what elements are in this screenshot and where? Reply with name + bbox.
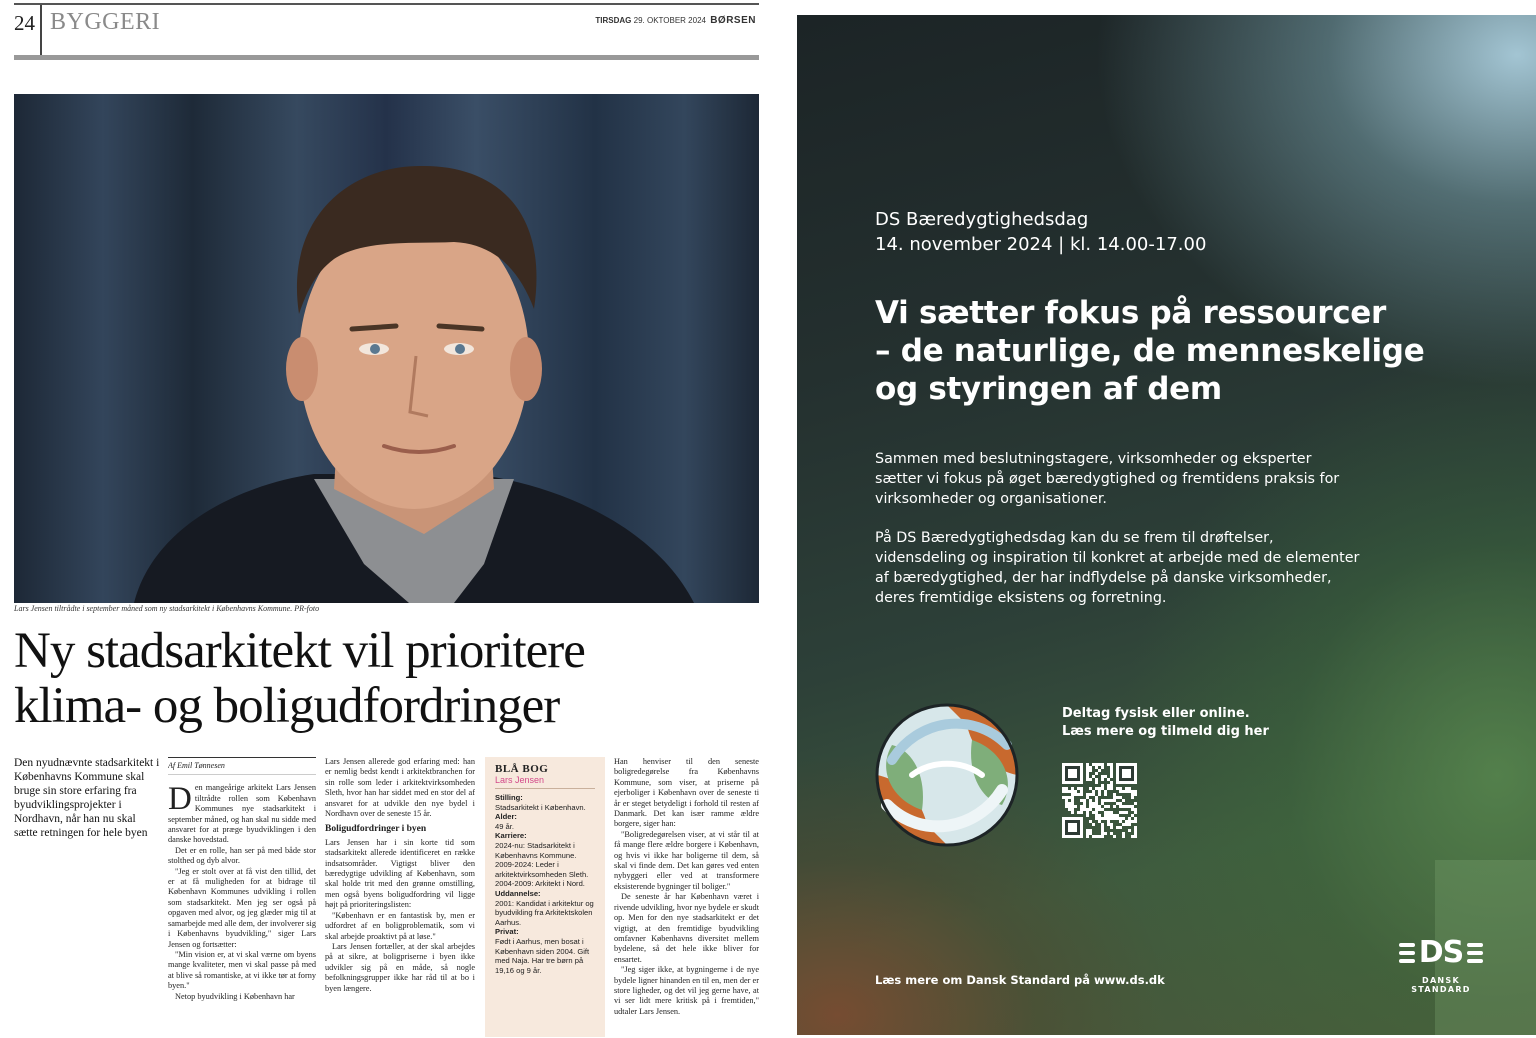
article-paragraph: De seneste år har København været i rivende udvikling, hvor nye bydele er skudt op. Men for den nye stadsarkitekt er det vigtigt, at den fremtidige byudvikling omfavner Københavns diversitet mellem bydelene, så det hele ikke bliver for ensartet. — [614, 892, 759, 964]
bla-bog-text: Født i Aarhus, men bosat i København siden 2004. Gift med Naja. Har tre børn på 19,16 og 9 år. — [495, 936, 590, 975]
wave-icon — [1467, 943, 1483, 963]
ds-mark — [1391, 935, 1491, 971]
cta-line: Deltag fysisk eller online. — [1062, 706, 1250, 721]
bla-bog-text: 2024-nu: Stadsarkitekt i Københavns Kommune. 2009-2024: Leder i arkitektvirksomheden Sleth. 2004-2009: Arkitekt i Nord. — [495, 840, 589, 889]
ad-line: vidensdeling og inspiration til konkret at arbejde med de elementer — [875, 550, 1360, 566]
ad-line: deres fremtidige eksistens og forretning. — [875, 590, 1167, 606]
article-paragraph: Netop byudvikling i København har — [175, 991, 295, 1001]
ad-paragraph — [875, 528, 1359, 608]
article-paragraph: "København er en fantastisk by, men er udfordret af en boligproblematik, som vi skal arbejde proaktivt på at løse." — [325, 910, 475, 941]
article-paragraph: Lars Jensen allerede god erfaring med: han er nemlig bedst kendt i arkitektbranchen for sin rolle som leder i arkitektvirksomheden Sleth, hvor han har siddet med en stor del af ansvaret for at udvikle den nye bydel i Nordhavn over de seneste 15 år. — [325, 757, 475, 819]
portrait-illustration — [14, 94, 759, 603]
article-paragraph: "Min vision er, at vi skal værne om byens mange kvaliteter, men vi skal passe på med at blive så romantiske, at vi ikke tør at forny byen." — [168, 949, 316, 991]
bla-bog-heading: Privat: — [495, 927, 519, 937]
article-paragraph: "Boligredegørelsen viser, at vi står til at få mange flere ældre borgere i København, og hvis vi ikke har boligerne til dem, så skal vi finde dem. Det kan gøres ved enten nybyggeri eller ved at transformere eksisterende bygninger til boliger." — [614, 829, 759, 891]
bla-bog-text: Stadsarkitekt i København. — [495, 802, 586, 812]
ad-line: af bæredygtighed, der har indflydelse på danske virksomheder, — [875, 570, 1332, 586]
wave-icon — [1399, 943, 1415, 963]
article-paragraph: Lars Jensen har i sin korte tid som stadsarkitekt allerede identificeret en række indsatsområder. Vigtigst bliver den bæredygtige udvikling af København, som skal holde trit med den grønne omstilling, men også byens boligudfordring vil ligge højt på prioriteringslisten: — [325, 837, 475, 910]
newspaper-brand: BØRSEN — [710, 15, 756, 26]
header-divider — [40, 5, 42, 57]
ds-letters: DS — [1418, 935, 1464, 970]
article-paragraph: Den mangeårige arkitekt Lars Jensen tiltrådte rollen som København Kommunes nye stadsarkitekt i september måned, og han skal nu sidde med ansvaret for at præge byudviklingen i den danske hovedstad. — [168, 781, 316, 845]
ad-line: sætter vi fokus på øget bæredygtighed og fremtidens praksis for — [875, 471, 1340, 487]
advertisement — [797, 15, 1536, 1035]
cta-link[interactable]: Læs mere og tilmeld dig her — [1062, 724, 1269, 739]
header-rule — [14, 55, 759, 60]
article-subhead: Boligudfordringer i byen — [325, 824, 427, 835]
article-paragraph: Lars Jensen fortæller, at der skal arbejdes på at sikre, at boligpriserne i byen ikke udvikler sig på en måde, så nogle befolkningsgrupper ikke har råd til at bo i byen længere. — [325, 941, 475, 993]
ad-line: På DS Bæredygtighedsdag kan du se frem til drøftelser, — [875, 530, 1274, 546]
article-paragraph: "Jeg siger ikke, at bygningerne i de nye bydele ligner hinanden en til en, men der er store ligheder, og det vil jeg gerne have, at vi ser lidt mere kritisk på i fremtiden," udtaler Lars Jensen. — [614, 965, 759, 1016]
headline-line: Ny stadsarkitekt vil prioritere — [14, 623, 585, 679]
ad-headline — [875, 294, 1424, 408]
article-column-1 — [168, 757, 316, 1037]
article-lead: Den nyudnævnte stadsarkitekt i Københavns Kommune skal bruge sin store erfaring fra byudviklingsprojekter i Nordhavn, når han nu skal sætte retningen for hele byen — [14, 757, 160, 839]
section-title: BYGGERI — [50, 9, 161, 35]
bla-bog-heading: Karriere: — [495, 831, 527, 841]
article-headline — [14, 624, 764, 734]
ad-headline-line: og styringen af dem — [875, 371, 1222, 407]
portrait-photo — [14, 94, 759, 603]
page-number: 24 — [14, 11, 35, 35]
article-paragraph: "Jeg er stolt over at få vist den tillid, det er at få muligheden for at bidrage til København Kommunes udvikling i rollen som stadsarkitekt. Men jeg ser også på opgaven med alvor, og jeg glæder mig til at samarbejde med alle dem, der involverer sig i Københavns byudvikling," siger Lars Jensen og fortsætter: — [168, 866, 316, 949]
bla-bog-name: Lars Jensen — [495, 775, 545, 785]
dropcap: D — [168, 781, 192, 818]
bla-bog-text: 2001: Kandidat i arkitektur og byudvikling fra Arkitektskolen Aarhus. — [495, 898, 594, 927]
article-paragraph: Det er en rolle, han ser på med både stor stolthed og dyb alvor. — [168, 845, 316, 866]
event-date: 14. november 2024 | kl. 14.00-17.00 — [875, 234, 1207, 255]
dansk-standard-logo — [1391, 935, 1491, 994]
article-column-4 — [614, 757, 759, 1037]
qr-code-icon[interactable] — [1062, 763, 1137, 838]
ad-headline-line: Vi sætter fokus på ressourcer — [875, 295, 1387, 331]
bla-bog-heading: Stilling: — [495, 793, 523, 802]
article-paragraph: Han henviser til den seneste boligredegørelse fra Københavns Kommune, som viser, at priserne på ejerboliger i København over de seneste ti år er steget betydeligt i forhold til resten af Danmark. Det kan især ramme ældre borgere, siger han: — [614, 757, 759, 829]
top-rule — [14, 3, 759, 5]
photo-caption: Lars Jensen tiltrådte i september måned som ny stadsarkitekt i Københavns Kommune. PR-foto — [14, 604, 320, 613]
bla-bog-heading: Uddannelse: — [495, 888, 541, 898]
bla-bog-divider — [495, 788, 595, 789]
date-rest: 29. OKTOBER 2024 — [633, 16, 706, 25]
leaf-circle-logo — [872, 700, 1022, 850]
bla-bog-title: BLÅ BOG — [495, 763, 549, 775]
article-column-2 — [325, 757, 475, 1037]
ad-line: Sammen med beslutningstagere, virksomheder og eksperter — [875, 451, 1312, 467]
event-info — [875, 207, 1206, 257]
ds-logo-name: DANSK STANDARD — [1411, 976, 1471, 994]
date-day: TIRSDAG — [595, 16, 632, 25]
headline-line: klima- og boligudfordringer — [14, 678, 560, 734]
call-to-action — [1062, 705, 1269, 741]
ad-headline-line: – de naturlige, de menneskelige — [875, 333, 1425, 369]
ad-footer-link[interactable]: Læs mere om Dansk Standard på www.ds.dk — [875, 973, 1165, 987]
ad-paragraph — [875, 449, 1339, 509]
bla-bog-text: 49 år. — [495, 821, 514, 831]
dateline — [595, 15, 756, 26]
bla-bog-heading: Alder: — [495, 812, 517, 822]
event-title: DS Bæredygtighedsdag — [875, 209, 1089, 230]
bla-bog-box — [485, 757, 605, 1037]
byline: Af Emil Tønnesen — [168, 757, 316, 775]
ad-line: virksomheder og organisationer. — [875, 491, 1107, 507]
